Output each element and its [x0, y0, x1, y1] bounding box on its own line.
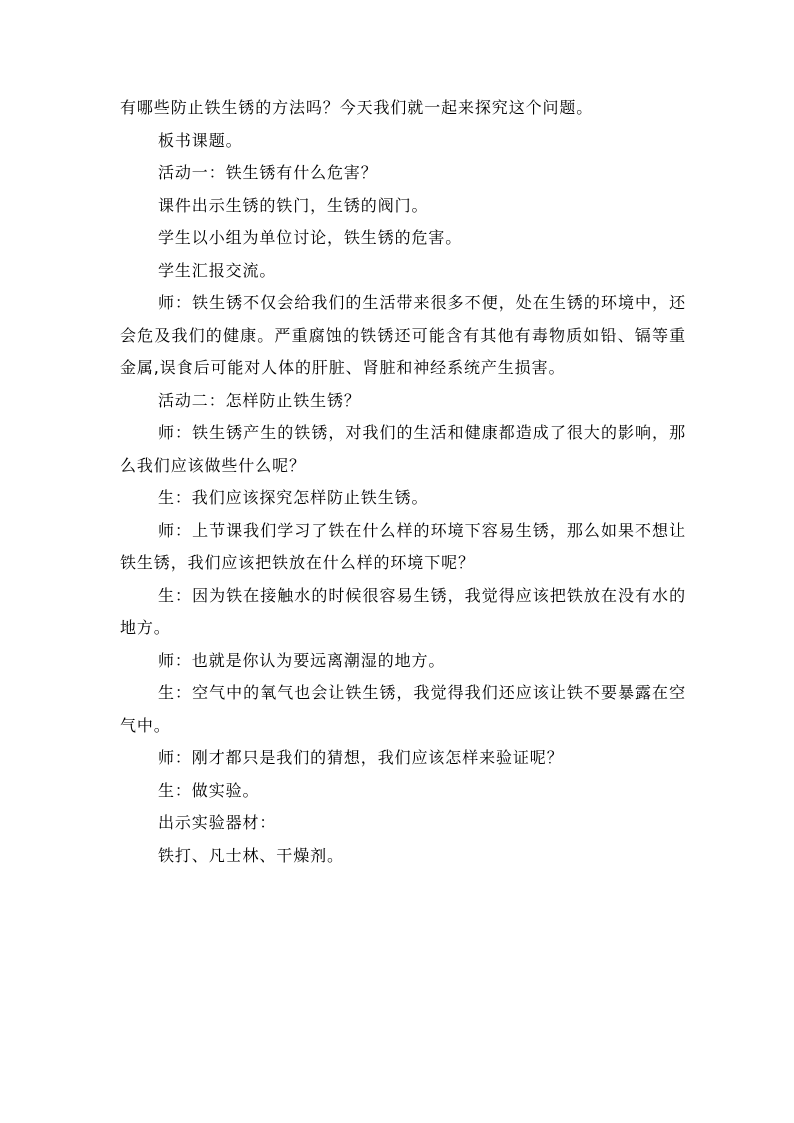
- paragraph: 活动一：铁生锈有什么危害？: [158, 163, 378, 182]
- paragraph: 师：上节课我们学习了铁在什么样的环境下容易生锈，那么如果不想让铁生锈，我们应该把铁放在什么样的环境下呢？: [120, 520, 686, 572]
- paragraph: 生：因为铁在接触水的时候很容易生锈，我觉得应该把铁放在没有水的地方。: [120, 585, 686, 637]
- paragraph: 学生汇报交流。: [158, 260, 277, 280]
- paragraph: 铁打、凡士林、干燥剂。: [158, 845, 344, 865]
- paragraph: 生：做实验。: [158, 780, 260, 800]
- paragraph: 师：铁生锈不仅会给我们的生活带来很多不便，处在生锈的环境中，还会危及我们的健康。严重腐蚀的铁锈还可能含有其他有毒物质如铅、镉等重金属,误食后可能对人体的肝脏、肾脏和神经系统产生损害。: [120, 293, 686, 377]
- paragraph: 师：刚才都只是我们的猜想，我们应该怎样来验证呢？: [158, 748, 564, 767]
- paragraph: 学生以小组为单位讨论，铁生锈的危害。: [158, 228, 463, 247]
- paragraph: 生：我们应该探究怎样防止铁生锈。: [158, 488, 429, 507]
- paragraph: 活动二：怎样防止铁生锈？: [158, 390, 361, 410]
- paragraph: 课件出示生锈的铁门，生锈的阀门。: [158, 195, 429, 215]
- paragraph: 师：铁生锈产生的铁锈，对我们的生活和健康都造成了很大的影响，那么我们应该做些什么呢？: [120, 423, 686, 475]
- paragraph: 板书课题。: [158, 130, 243, 150]
- paragraph: 师：也就是你认为要远离潮湿的地方。: [158, 650, 446, 670]
- paragraph: 有哪些防止铁生锈的方法吗？今天我们就一起来探究这个问题。: [120, 98, 594, 117]
- paragraph: 出示实验器材：: [158, 813, 277, 832]
- paragraph: 生：空气中的氧气也会让铁生锈，我觉得我们还应该让铁不要暴露在空气中。: [120, 683, 686, 735]
- document-body: [120, 92, 686, 872]
